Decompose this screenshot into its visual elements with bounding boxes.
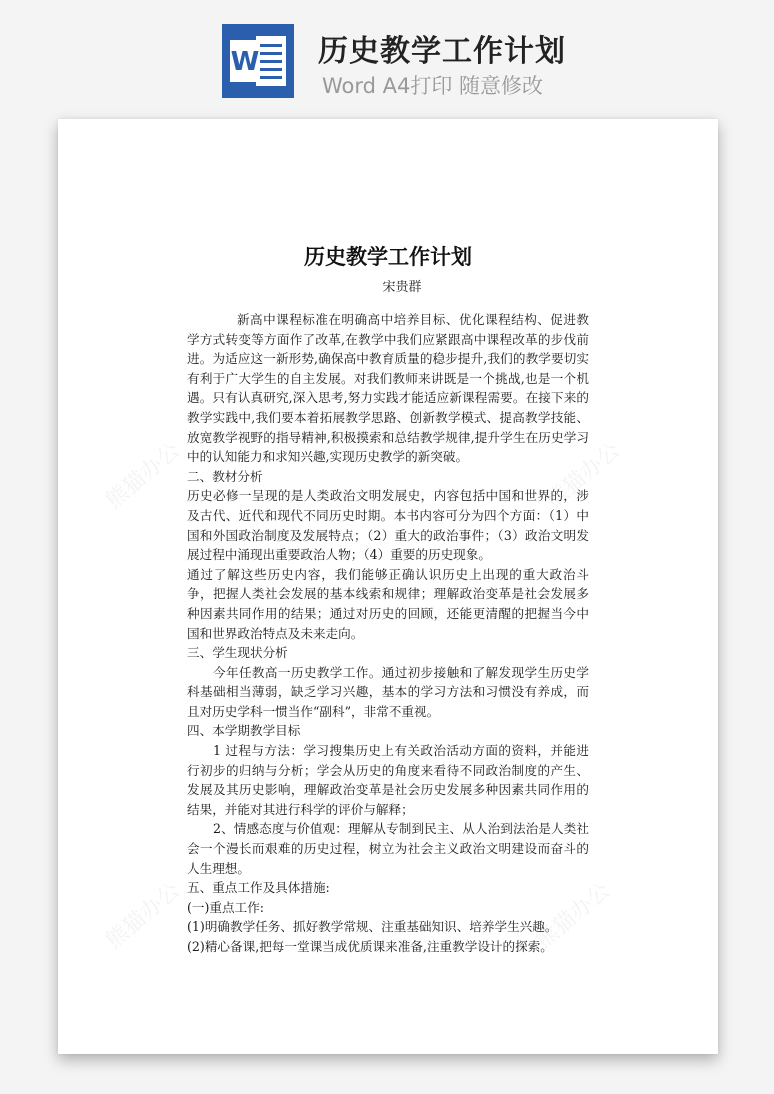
section-heading: 三、学生现状分析 bbox=[187, 645, 288, 661]
paragraph: 通过了解这些历史内容，我们能够正确认识历史上出现的重大政治斗争，把握人类社会发展的基本线索和规律；理解政治变革是社会发展多种因素共同作用的结果；通过对历史的回顾，还能更清醒的把握当今中国和世界政治特点及未来走向。 bbox=[187, 566, 589, 641]
watermark: 熊猫办公 bbox=[101, 878, 186, 954]
paragraph: 今年任教高一历史教学工作。通过初步接触和了解发现学生历史学科基础相当薄弱，缺乏学习兴趣，基本的学习方法和习惯没有养成，而且对历史学科一惯当作“副科”，非常不重视。 bbox=[187, 664, 589, 719]
section-heading: 二、教材分析 bbox=[187, 468, 263, 484]
paragraph: 1 过程与方法：学习搜集历史上有关政治活动方面的资料，并能进行初步的归纳与分析；学会从历史的角度来看待不同政治制度的产生、发展及其历史影响，理解政治变革是社会历史发展多种因素共同作用的结果，并能对其进行科学的评价与解释； bbox=[187, 743, 589, 817]
watermark: 熊猫办公 bbox=[531, 878, 616, 954]
word-document-icon bbox=[222, 24, 294, 98]
paragraph: 2、情感态度与价值观：理解从专制到民主、从人治到法治是人类社会一个漫长而艰难的历史过程，树立为社会主义政治文明建设而奋斗的人生理想。 bbox=[187, 821, 589, 876]
watermark: 熊猫办公 bbox=[101, 438, 186, 514]
document-author: 宋贵群 bbox=[382, 280, 422, 295]
header-banner bbox=[0, 0, 774, 108]
watermark: 熊猫办公 bbox=[541, 438, 626, 514]
list-item: (2)精心备课,把每一堂课当成优质课来准备,注重教学设计的探索。 bbox=[187, 939, 553, 954]
section-heading: 四、本学期教学目标 bbox=[187, 723, 301, 739]
paragraph: 历史必修一呈现的是人类政治文明发展史，内容包括中国和世界的，涉及古代、近代和现代不同历史时期。本书内容可分为四个方面：（1）中国和外国政治制度及发展特点；（2）重大的政治事件；（3）政治文明发展过程中涌现出重要政治人物；（4）重要的历史现象。 bbox=[187, 488, 589, 563]
document-body bbox=[187, 310, 589, 957]
banner-subtitle: Word A4打印 随意修改 bbox=[322, 74, 544, 98]
section-heading: 五、重点工作及具体措施: bbox=[187, 880, 330, 896]
paragraph: 新高中课程标准在明确高中培养目标、优化课程结构、促进教学方式转变等方面作了改革,在教学中我们应紧跟高中课程改革的步伐前进。为适应这一新形势,确保高中教育质量的稳步提升,我们的教学要切实有利于广大学生的自主发展。对我们教师来讲既是一个挑战,也是一个机遇。只有认真研究,深入思考,努力实践才能适应新课程需要。在接下来的教学实践中,我们要本着拓展教学思路、创新教学模式、提高教学技能、放宽教学视野的指导精神,积极摸索和总结教学规律,提升学生在历史学习中的认知能力和求知兴趣,实现历史教学的新突破。 bbox=[187, 312, 589, 465]
document-title: 历史教学工作计划 bbox=[304, 245, 472, 269]
list-item: (1)明确教学任务、抓好教学常规、注重基础知识、培养学生兴趣。 bbox=[187, 919, 558, 935]
document-page bbox=[58, 119, 718, 1054]
banner-title: 历史教学工作计划 bbox=[318, 34, 566, 69]
sub-heading: (一)重点工作: bbox=[187, 899, 265, 915]
svg-text:W: W bbox=[230, 47, 260, 77]
